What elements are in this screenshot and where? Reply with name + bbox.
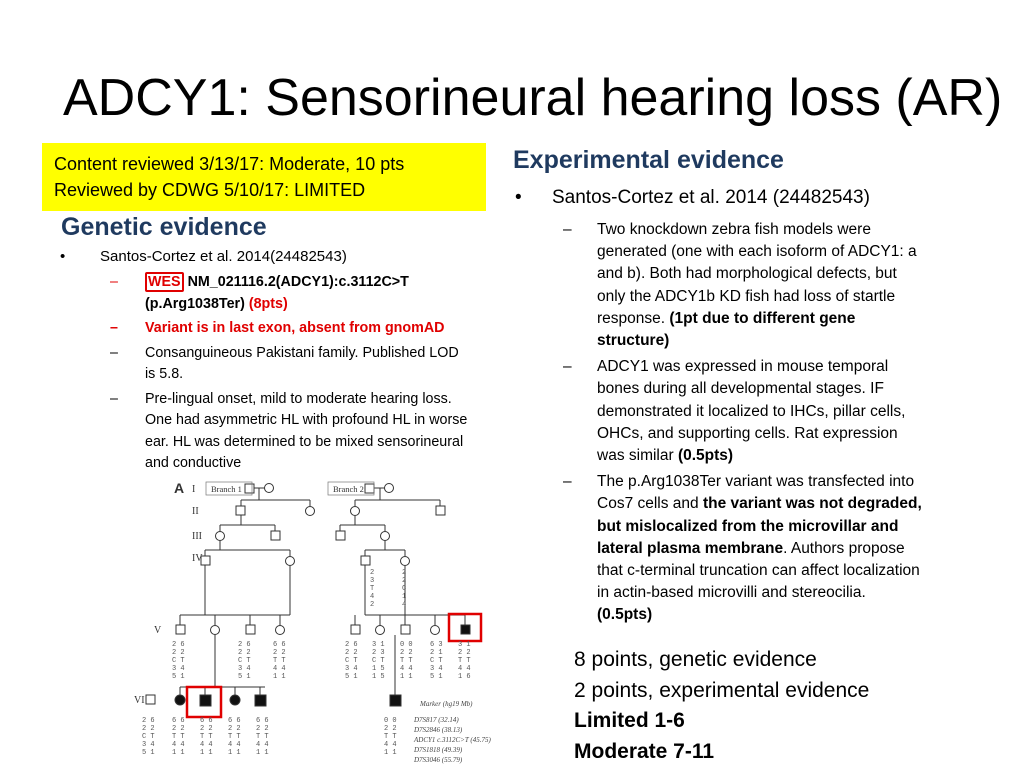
svg-text:2 3: 2 3 [372, 649, 385, 657]
svg-text:2 2: 2 2 [172, 725, 185, 733]
generation-label: IV [192, 553, 203, 564]
svg-text:3: 3 [370, 577, 375, 585]
marker-label: D7S2846 (38.13) [414, 726, 463, 734]
slide-title: ADCY1: Sensorineural hearing loss (AR) [63, 69, 1003, 127]
svg-text:T T: T T [384, 733, 397, 741]
cos7-text-2: . Authors propose that c-terminal truncation can affect localization in actin-based microvilli and stereocilia. [597, 539, 920, 602]
svg-text:2 2: 2 2 [256, 725, 269, 733]
dash-marker: – [110, 320, 118, 336]
review-line-2: Reviewed by CDWG 5/10/17: LIMITED [54, 180, 366, 200]
variant-points: (8pts) [248, 295, 288, 312]
svg-text:C T: C T [238, 657, 251, 665]
svg-text:2 2: 2 2 [400, 649, 413, 657]
zebrafish-points: (1pt due to different gene structure) [597, 309, 856, 350]
svg-text:2 2: 2 2 [228, 725, 241, 733]
marker-label: ADCY1 c.3112C>T (45.75) [414, 736, 491, 744]
svg-text:2 2: 2 2 [273, 649, 286, 657]
bullet-marker: • [515, 187, 522, 208]
svg-text:2 2: 2 2 [200, 725, 213, 733]
generation-label: VI [134, 695, 145, 706]
marker-label: D7S1818 (49.39) [414, 746, 463, 754]
svg-text:4 4: 4 4 [256, 741, 269, 749]
svg-text:1 1: 1 1 [228, 749, 241, 757]
wes-label: WES [145, 272, 184, 292]
generation-label: V [154, 625, 162, 636]
svg-text:1 1: 1 1 [384, 749, 397, 757]
svg-text:T T: T T [273, 657, 286, 665]
svg-text:1 1: 1 1 [172, 749, 185, 757]
svg-text:1 5: 1 5 [372, 665, 385, 673]
svg-text:1 5: 1 5 [372, 673, 385, 681]
svg-text:T T: T T [228, 733, 241, 741]
genetic-citation: Santos-Cortez et al. 2014(24482543) [100, 248, 347, 265]
generation-label: II [192, 506, 199, 517]
summary-moderate-range: Moderate 7-11 [574, 739, 715, 763]
svg-text:4 4: 4 4 [200, 741, 213, 749]
genetic-item-onset [110, 389, 470, 475]
svg-text:2 2: 2 2 [142, 725, 155, 733]
genetic-item-family [110, 343, 470, 386]
svg-text:2 2: 2 2 [345, 649, 358, 657]
summary-limited-range: Limited 1-6 [574, 709, 685, 732]
svg-text:1 1: 1 1 [200, 749, 213, 757]
generation-label: III [192, 531, 202, 542]
svg-text:C T: C T [430, 657, 443, 665]
marker-label: D7S3046 (55.79) [414, 756, 463, 764]
svg-text:T T: T T [256, 733, 269, 741]
svg-text:3 4: 3 4 [172, 665, 185, 673]
generation-label: I [192, 484, 196, 495]
svg-text:5 1: 5 1 [238, 673, 251, 681]
svg-text:4 4: 4 4 [384, 741, 397, 749]
svg-text:C T: C T [372, 657, 385, 665]
expression-points: (0.5pts) [677, 447, 734, 465]
experimental-item-zebrafish [563, 219, 923, 352]
svg-text:2: 2 [370, 569, 375, 577]
svg-text:3 4: 3 4 [238, 665, 251, 673]
svg-text:2 6: 2 6 [345, 641, 358, 649]
experimental-evidence-heading: Experimental evidence [513, 146, 784, 174]
svg-text:3 4: 3 4 [345, 665, 358, 673]
svg-text:4 4: 4 4 [400, 665, 413, 673]
branch-2-label: Branch 2 [333, 484, 364, 494]
marker-label: D7S817 (32.14) [414, 716, 459, 724]
svg-text:6 6: 6 6 [172, 717, 185, 725]
experimental-item-expression [563, 356, 923, 467]
svg-text:5 1: 5 1 [172, 673, 185, 681]
svg-text:2 2: 2 2 [172, 649, 185, 657]
experimental-item-cos7 [563, 471, 923, 626]
svg-text:4 4: 4 4 [458, 665, 471, 673]
svg-text:5 1: 5 1 [430, 673, 443, 681]
svg-text:2: 2 [402, 577, 407, 585]
svg-text:0 0: 0 0 [384, 717, 397, 725]
svg-text:4 4: 4 4 [172, 741, 185, 749]
dash-marker: – [110, 390, 118, 407]
svg-text:C: C [402, 585, 407, 593]
genetic-evidence-heading: Genetic evidence [61, 213, 267, 241]
experimental-citation-bullet [515, 187, 870, 209]
svg-text:1: 1 [402, 593, 407, 601]
svg-text:1 1: 1 1 [400, 673, 413, 681]
svg-text:4 4: 4 4 [273, 665, 286, 673]
genetic-evidence-list [110, 272, 470, 478]
review-status-box [42, 143, 486, 211]
svg-text:4 4: 4 4 [228, 741, 241, 749]
zebrafish-text: Two knockdown zebra fish models were generated (one with each isoform of ADCY1: a and b). Both had morphological defects, but only the ADCY1b KD fish had loss of startle response. [597, 221, 917, 327]
svg-text:C T: C T [345, 657, 358, 665]
svg-text:2: 2 [370, 601, 375, 609]
experimental-citation: Santos-Cortez et al. 2014 (24482543) [552, 187, 870, 208]
summary-genetic-points: 8 points, genetic evidence [574, 648, 817, 671]
last-exon-text: Variant is in last exon, absent from gnomAD [145, 320, 445, 336]
svg-text:2 1: 2 1 [430, 649, 443, 657]
svg-text:6 6: 6 6 [273, 641, 286, 649]
points-summary [574, 645, 869, 767]
svg-text:1 6: 1 6 [458, 673, 471, 681]
dash-marker: – [563, 358, 572, 376]
svg-text:6 3: 6 3 [430, 641, 443, 649]
pedigree-panel-label: A [174, 480, 185, 496]
dash-marker: – [110, 274, 118, 290]
svg-text:3 1: 3 1 [458, 641, 471, 649]
svg-text:T T: T T [172, 733, 185, 741]
cos7-bold-1: the variant was not degraded, but mislocalized from the microvillar and lateral plasma membrane [597, 495, 922, 557]
svg-text:T T: T T [400, 657, 413, 665]
experimental-evidence-list [563, 219, 923, 631]
svg-text:C T: C T [142, 733, 155, 741]
svg-text:6 6: 6 6 [200, 717, 213, 725]
svg-text:2: 2 [402, 569, 407, 577]
dash-marker: – [110, 344, 118, 361]
svg-text:1 1: 1 1 [273, 673, 286, 681]
genetic-citation-bullet [60, 248, 347, 265]
dash-marker: – [563, 221, 572, 238]
branch-1-label: Branch 1 [211, 484, 242, 494]
expression-text: ADCY1 was expressed in mouse temporal bones during all developmental stages. IF demonstrated it localized to IHCs, pillar cells, OHCs, and supporting cells. Rat expression was similar [597, 358, 906, 465]
svg-text:3 1: 3 1 [372, 641, 385, 649]
svg-text:2 2: 2 2 [458, 649, 471, 657]
svg-text:2 2: 2 2 [384, 725, 397, 733]
cos7-points: (0.5pts) [597, 606, 653, 624]
summary-experimental-points: 2 points, experimental evidence [574, 678, 870, 702]
cos7-text-1: The p.Arg1038Ter variant was transfected into Cos7 cells and [597, 473, 915, 513]
family-text: Consanguineous Pakistani family. Published LOD is 5.8. [145, 344, 459, 382]
review-line-1: Content reviewed 3/13/17: Moderate, 10 pts [54, 154, 405, 174]
svg-text:1 1: 1 1 [256, 749, 269, 757]
svg-text:T: T [370, 585, 375, 593]
svg-text:3 4: 3 4 [142, 741, 155, 749]
svg-text:6 6: 6 6 [228, 717, 241, 725]
onset-text: Pre-lingual onset, mild to moderate hearing loss. One had asymmetric HL with profound HL in worse ear. HL was determined to be mixed sensorineural and conductive [145, 390, 468, 471]
svg-text:2 2: 2 2 [238, 649, 251, 657]
genetic-item-variant [110, 272, 470, 315]
svg-text:T T: T T [200, 733, 213, 741]
svg-text:2 6: 2 6 [238, 641, 251, 649]
genetic-item-last-exon [110, 318, 470, 340]
svg-text:4: 4 [402, 601, 407, 609]
svg-text:5 1: 5 1 [345, 673, 358, 681]
pedigree-figure [134, 475, 510, 765]
bullet-marker: • [60, 248, 66, 265]
svg-text:2 6: 2 6 [172, 641, 185, 649]
variant-name: NM_021116.2(ADCY1):c.3112C>T (p.Arg1038Ter) [145, 274, 409, 312]
svg-text:6 6: 6 6 [256, 717, 269, 725]
dash-marker: – [563, 473, 572, 491]
svg-text:4: 4 [370, 593, 375, 601]
svg-text:T T: T T [458, 657, 471, 665]
svg-text:2 6: 2 6 [142, 717, 155, 725]
svg-text:5 1: 5 1 [142, 749, 155, 757]
svg-text:3 4: 3 4 [430, 665, 443, 673]
svg-text:C T: C T [172, 657, 185, 665]
svg-text:0 0: 0 0 [400, 641, 413, 649]
marker-header: Marker (hg19 Mb) [420, 700, 473, 708]
